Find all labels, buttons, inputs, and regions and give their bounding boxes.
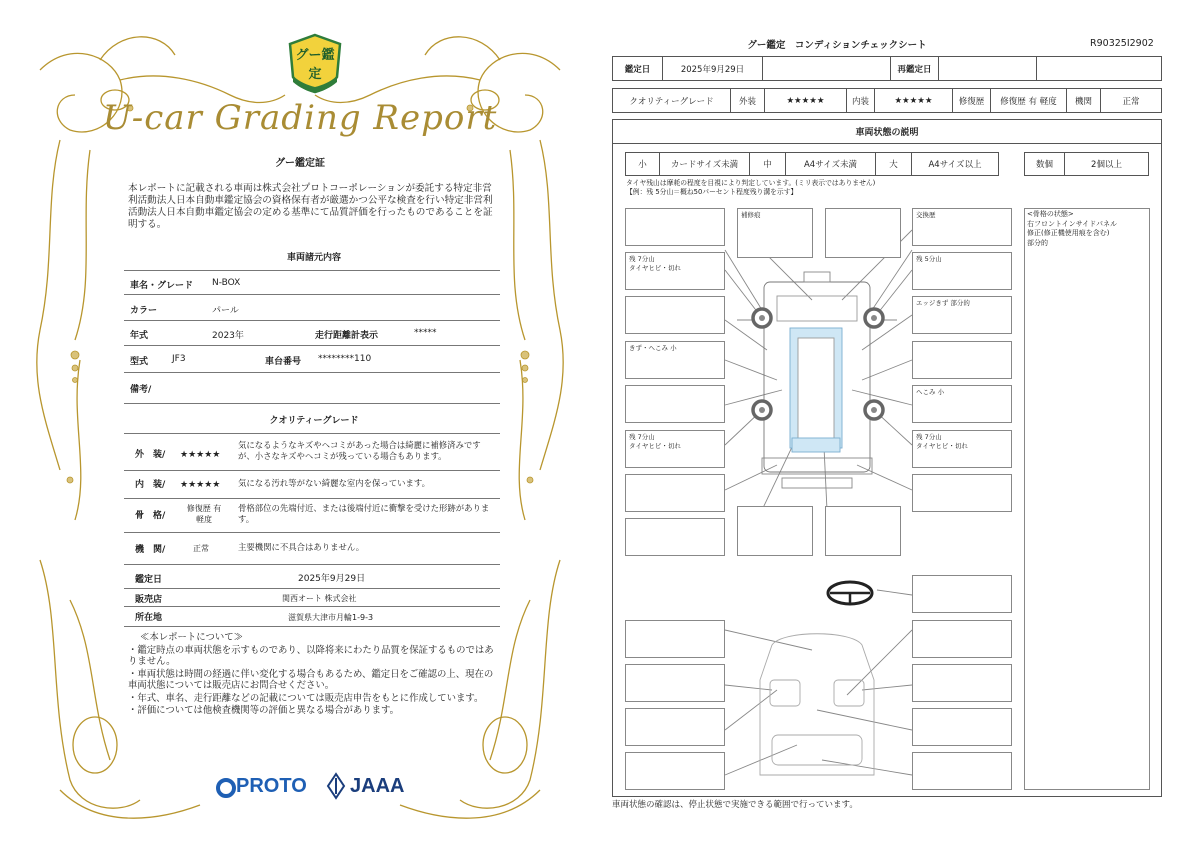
frame-status-note xyxy=(1027,210,1117,248)
model-value: JF3 xyxy=(172,354,186,364)
dealer-value: 関西オート 株式会社 xyxy=(282,594,357,603)
divider xyxy=(124,498,500,499)
quality-interior-text: 気になる汚れ等がない綺麗な室内を保っています。 xyxy=(238,478,430,488)
date-label: 鑑定日 xyxy=(135,575,163,585)
jaaa-logo: JAAA xyxy=(350,775,405,797)
divider xyxy=(124,294,500,295)
check-box: 補修痕 xyxy=(737,208,813,258)
report-notes xyxy=(128,632,500,718)
tire-note xyxy=(626,179,875,197)
check-box: 残 7分山 タイヤヒビ・切れ xyxy=(625,430,725,468)
check-box xyxy=(625,752,725,790)
size-legend xyxy=(625,152,999,176)
quality-heading: クオリティーグレード xyxy=(269,416,359,426)
report-title: U-car Grading Report xyxy=(102,98,498,138)
legend-small: 小 xyxy=(626,153,660,175)
date-label: 鑑定日 xyxy=(613,57,663,80)
quality-interior-grade: ★★★★★ xyxy=(180,480,221,490)
check-box xyxy=(825,208,901,258)
repair-value: 修復歴 有 軽度 xyxy=(991,89,1067,112)
divider xyxy=(124,270,500,271)
frame-note-line: 部分的 xyxy=(1027,238,1048,247)
exterior-value: ★★★★★ xyxy=(765,89,847,112)
mileage-value: ***** xyxy=(414,328,437,338)
address-label: 所在地 xyxy=(135,613,163,623)
count-legend xyxy=(1024,152,1149,176)
notes-heading: ≪本レポートについて≫ xyxy=(140,632,243,643)
divider xyxy=(124,626,500,627)
interior-value: ★★★★★ xyxy=(875,89,953,112)
check-box xyxy=(625,708,725,746)
check-box xyxy=(825,506,901,556)
check-box xyxy=(625,296,725,334)
empty-cell xyxy=(763,57,891,80)
reinspect-label: 再鑑定日 xyxy=(891,57,939,80)
check-box xyxy=(625,385,725,423)
divider xyxy=(124,532,500,533)
chassis-label: 車台番号 xyxy=(265,357,302,367)
note-item: ・評価については他検査機関等の評価と異なる場合があります。 xyxy=(128,705,399,716)
check-box: 残 5分山 xyxy=(912,252,1012,290)
check-box xyxy=(912,708,1012,746)
repair-label: 修復歴 xyxy=(953,89,991,112)
check-box xyxy=(737,506,813,556)
divider xyxy=(124,403,500,404)
quality-frame-text: 骨格部位の先端付近、または後端付近に衝撃を受けた形跡があります。 xyxy=(238,503,490,524)
note-item: ・年式、車名、走行距離などの記載については販売店申告をもとに作成しています。 xyxy=(128,692,484,704)
checksheet-title: グー鑑定 コンディションチェックシート xyxy=(747,40,927,51)
legend-small-desc: カードサイズ未満 xyxy=(660,153,750,175)
legend-count: 数個 xyxy=(1025,153,1065,175)
quality-exterior-grade: ★★★★★ xyxy=(180,450,221,460)
dealer-label: 販売店 xyxy=(135,595,163,605)
check-box xyxy=(912,575,1012,613)
year-value: 2023年 xyxy=(212,331,244,341)
quality-engine-grade: 正常 xyxy=(193,544,209,553)
proto-logo: PROTO xyxy=(236,775,307,797)
color-label: カラー xyxy=(130,306,158,316)
date-value: 2025年9月29日 xyxy=(663,57,763,80)
quality-exterior-text: 気になるようなキズやヘコミがあった場合は綺麗に補修済みですが、小さなキズやヘコミが残っている場合もあります。 xyxy=(238,440,481,461)
divider xyxy=(124,372,500,373)
check-box xyxy=(912,664,1012,702)
check-box xyxy=(912,341,1012,379)
legend-large-desc: A4サイズ以上 xyxy=(928,160,982,170)
note-item: ・車両状態は時間の経過に伴い変化する場合もあるため、鑑定日をご確認の上、現在の車両状態については販売店にお問合せください。 xyxy=(128,668,494,691)
grade-row xyxy=(612,88,1162,113)
engine-value: 正常 xyxy=(1122,96,1140,107)
frame-status-box xyxy=(1024,208,1150,790)
proto-logo-icon xyxy=(215,777,237,799)
check-box: エッジきず 部分的 xyxy=(912,296,1012,334)
tire-note-example: 【例：残 5分山＝概ね50パーセント程度残り溝を示す】 xyxy=(626,188,798,196)
legend-count-desc: 2個以上 xyxy=(1091,160,1122,170)
year-label: 年式 xyxy=(130,331,149,341)
specs-heading: 車両諸元内容 xyxy=(286,253,341,263)
checksheet-footnote: 車両状態の確認は、停止状態で実施できる範囲で行っています。 xyxy=(612,800,858,810)
check-box: へこみ 小 xyxy=(912,385,1012,423)
divider xyxy=(124,588,500,589)
divider xyxy=(124,433,500,434)
remarks-label: 備考/ xyxy=(130,385,152,395)
divider xyxy=(124,606,500,607)
divider xyxy=(124,320,500,321)
reinspect-value xyxy=(939,57,1037,80)
quality-interior-label: 内 装/ xyxy=(135,480,166,490)
section-title: 車両状態の説明 xyxy=(612,119,1162,144)
interior-label: 内装 xyxy=(847,89,875,112)
legend-medium: 中 xyxy=(750,153,786,175)
date-value: 2025年9月29日 xyxy=(298,574,366,584)
note-item: ・鑑定時点の車両状態を示すものであり、以降将来にわたり品質を保証するものではありません。 xyxy=(128,644,494,667)
legend-large: 大 xyxy=(876,153,912,175)
jaaa-logo-icon xyxy=(326,772,346,800)
exterior-label: 外装 xyxy=(731,89,765,112)
quality-frame-label: 骨 格/ xyxy=(135,511,166,521)
check-box xyxy=(912,752,1012,790)
divider xyxy=(124,345,500,346)
check-box xyxy=(625,474,725,512)
engine-label: 機関 xyxy=(1067,89,1101,112)
mileage-label: 走行距離計表示 xyxy=(315,331,379,341)
divider xyxy=(124,564,500,565)
check-box xyxy=(625,208,725,246)
date-row xyxy=(612,56,1162,81)
divider xyxy=(124,470,500,471)
color-value: パール xyxy=(212,306,239,316)
frame-note-line: 右フロントインサイドパネル xyxy=(1027,219,1118,228)
frame-note-heading: <骨格の状態> xyxy=(1027,210,1074,218)
quality-engine-text: 主要機関に不具合はありません。 xyxy=(238,542,365,552)
tire-note-line: タイヤ残山は摩耗の程度を目視により判定しています。(ミリ表示ではありません) xyxy=(626,179,876,187)
quality-frame-grade: 修復歴 有 軽度 xyxy=(186,504,222,524)
badge-text: グー鑑定 xyxy=(295,48,335,82)
name-label: 車名・グレード xyxy=(130,281,194,291)
check-box: 交換歴 xyxy=(912,208,1012,246)
checksheet-code: R90325I2902 xyxy=(1090,38,1154,49)
name-value: N-BOX xyxy=(212,278,241,288)
check-box: きず・へこみ 小 xyxy=(625,341,725,379)
check-box xyxy=(912,474,1012,512)
check-box xyxy=(625,664,725,702)
quality-engine-label: 機 関/ xyxy=(135,545,166,555)
legend-medium-desc: A4サイズ未満 xyxy=(786,153,876,175)
check-box: 残 7分山 タイヤヒビ・切れ xyxy=(625,252,725,290)
check-box xyxy=(625,518,725,556)
quality-exterior-label: 外 装/ xyxy=(135,450,166,460)
model-label: 型式 xyxy=(130,357,149,367)
address-value: 滋賀県大津市月輪1-9-3 xyxy=(288,613,374,622)
quality-label: クオリティーグレード xyxy=(613,89,731,112)
frame-note-line: 修正(修正機使用痕を含む) xyxy=(1027,229,1110,237)
chassis-value: ********110 xyxy=(318,354,372,364)
check-box xyxy=(912,620,1012,658)
certificate-subtitle: グー鑑定証 xyxy=(275,158,325,169)
check-box: 残 7分山 タイヤヒビ・切れ xyxy=(912,430,1012,468)
check-box xyxy=(625,620,725,658)
certificate-intro: 本レポートに記載される車両は株式会社プロトコーポレーションが委託する特定非営利活動法人日本自動車鑑定協会の資格保有者が厳選かつ公平な検査を行い特定非営利活動法人日本自動車鑑定協会の定める基準にて品質評価を行ったものであることを証明する。 xyxy=(128,183,493,230)
